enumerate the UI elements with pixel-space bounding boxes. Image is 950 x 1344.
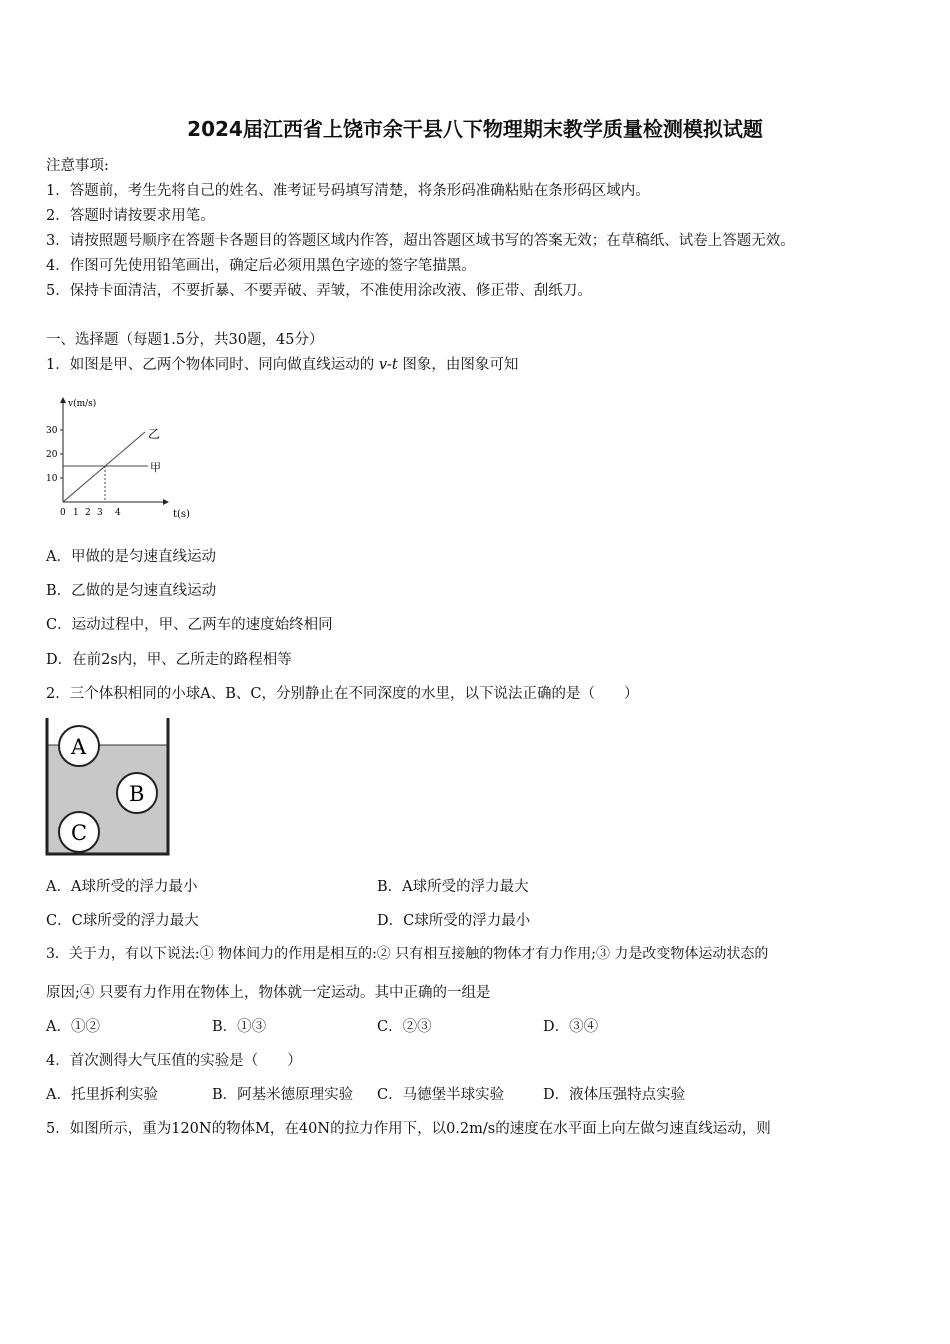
q3-stem-line1: 3．关于力，有以下说法:① 物体间力的作用是相互的:② 只有相互接触的物体才有力作用;③ 力是改变物体运动状态的	[46, 946, 769, 962]
q2-water-diagram	[44, 716, 174, 858]
q3-option-d: D．③④	[543, 1019, 599, 1035]
graph-label-yi: 乙	[148, 427, 161, 441]
q1-stem-prefix: 1．如图是甲、乙两个物体同时、同向做直线运动的	[46, 357, 379, 373]
q1-stem	[46, 353, 518, 374]
notice-item-1: 1．答题前，考生先将自己的姓名、准考证号码填写清楚，将条形码准确粘贴在条形码区域内。	[46, 183, 650, 199]
q1-option-b: B．乙做的是匀速直线运动	[46, 583, 217, 599]
q2-option-c: C．C球所受的浮力最大	[46, 913, 199, 929]
section-heading: 一、选择题（每题1.5分，共30题，45分）	[46, 332, 324, 348]
graph-ylabel: v(m/s)	[68, 399, 97, 409]
graph-ytick-30: 30	[46, 426, 58, 436]
q2-option-a: A．A球所受的浮力最小	[46, 879, 198, 895]
graph-xtick-2: 2	[85, 508, 91, 518]
notice-heading: 注意事项:	[46, 158, 109, 174]
q3-option-a: A．①②	[46, 1019, 100, 1035]
page-title: 2024届江西省上饶市余干县八下物理期末教学质量检测模拟试题	[187, 117, 763, 141]
graph-line-yi	[63, 432, 145, 502]
q2-option-d: D．C球所受的浮力最小	[377, 913, 531, 929]
q2-stem: 2．三个体积相同的小球A、B、C，分别静止在不同深度的水里，以下说法正确的是（ ）	[46, 686, 639, 702]
graph-xlabel: t(s)	[173, 509, 190, 520]
notice-item-2: 2．答题时请按要求用笔。	[46, 208, 215, 224]
notice-item-4: 4．作图可先使用铅笔画出，确定后必须用黑色字迹的签字笔描黑。	[46, 258, 476, 274]
graph-ytick-10: 10	[46, 474, 58, 484]
q5-stem: 5．如图所示，重为120N的物体M，在40N的拉力作用下，以0.2m/s的速度在水平面上向左做匀速直线运动，则	[46, 1121, 771, 1137]
q3-option-c: C．②③	[377, 1019, 432, 1035]
ball-b-label: B	[129, 782, 145, 806]
q4-option-d: D．液体压强特点实验	[543, 1087, 686, 1103]
q1-stem-var: v-t	[378, 357, 398, 373]
q3-stem-line2: 原因;④ 只要有力作用在物体上，物体就一定运动。其中正确的一组是	[46, 985, 491, 1001]
graph-ytick-20: 20	[46, 450, 58, 460]
q4-option-a: A．托里拆利实验	[46, 1087, 158, 1103]
q4-stem: 4．首次测得大气压值的实验是（ ）	[46, 1053, 302, 1069]
graph-xtick-0: 0	[60, 508, 66, 518]
graph-label-jia: 甲	[150, 461, 161, 474]
q3-option-b: B．①③	[212, 1019, 267, 1035]
q1-option-c: C．运动过程中，甲、乙两车的速度始终相同	[46, 617, 333, 633]
q1-option-d: D．在前2s内，甲、乙所走的路程相等	[46, 652, 292, 668]
q4-option-b: B．阿基米德原理实验	[212, 1087, 354, 1103]
graph-xtick-4: 4	[115, 508, 121, 518]
ball-a-label: A	[71, 735, 87, 759]
notice-item-5: 5．保持卡面清洁，不要折暴、不要弄破、弄皱，不准使用涂改液、修正带、刮纸刀。	[46, 283, 592, 299]
graph-xtick-1: 1	[73, 508, 79, 518]
q4-option-c: C．马德堡半球实验	[377, 1087, 505, 1103]
q1-stem-suffix: 图象，由图象可知	[397, 357, 519, 373]
q1-vt-graph	[40, 392, 200, 522]
ball-c-label: C	[71, 821, 88, 845]
q2-option-b: B．A球所受的浮力最大	[377, 879, 529, 895]
graph-xtick-3: 3	[97, 508, 103, 518]
notice-item-3: 3．请按照题号顺序在答题卡各题目的答题区域内作答，超出答题区域书写的答案无效；在草稿纸、试卷上答题无效。	[46, 233, 795, 249]
q1-option-a: A．甲做的是匀速直线运动	[46, 549, 216, 565]
